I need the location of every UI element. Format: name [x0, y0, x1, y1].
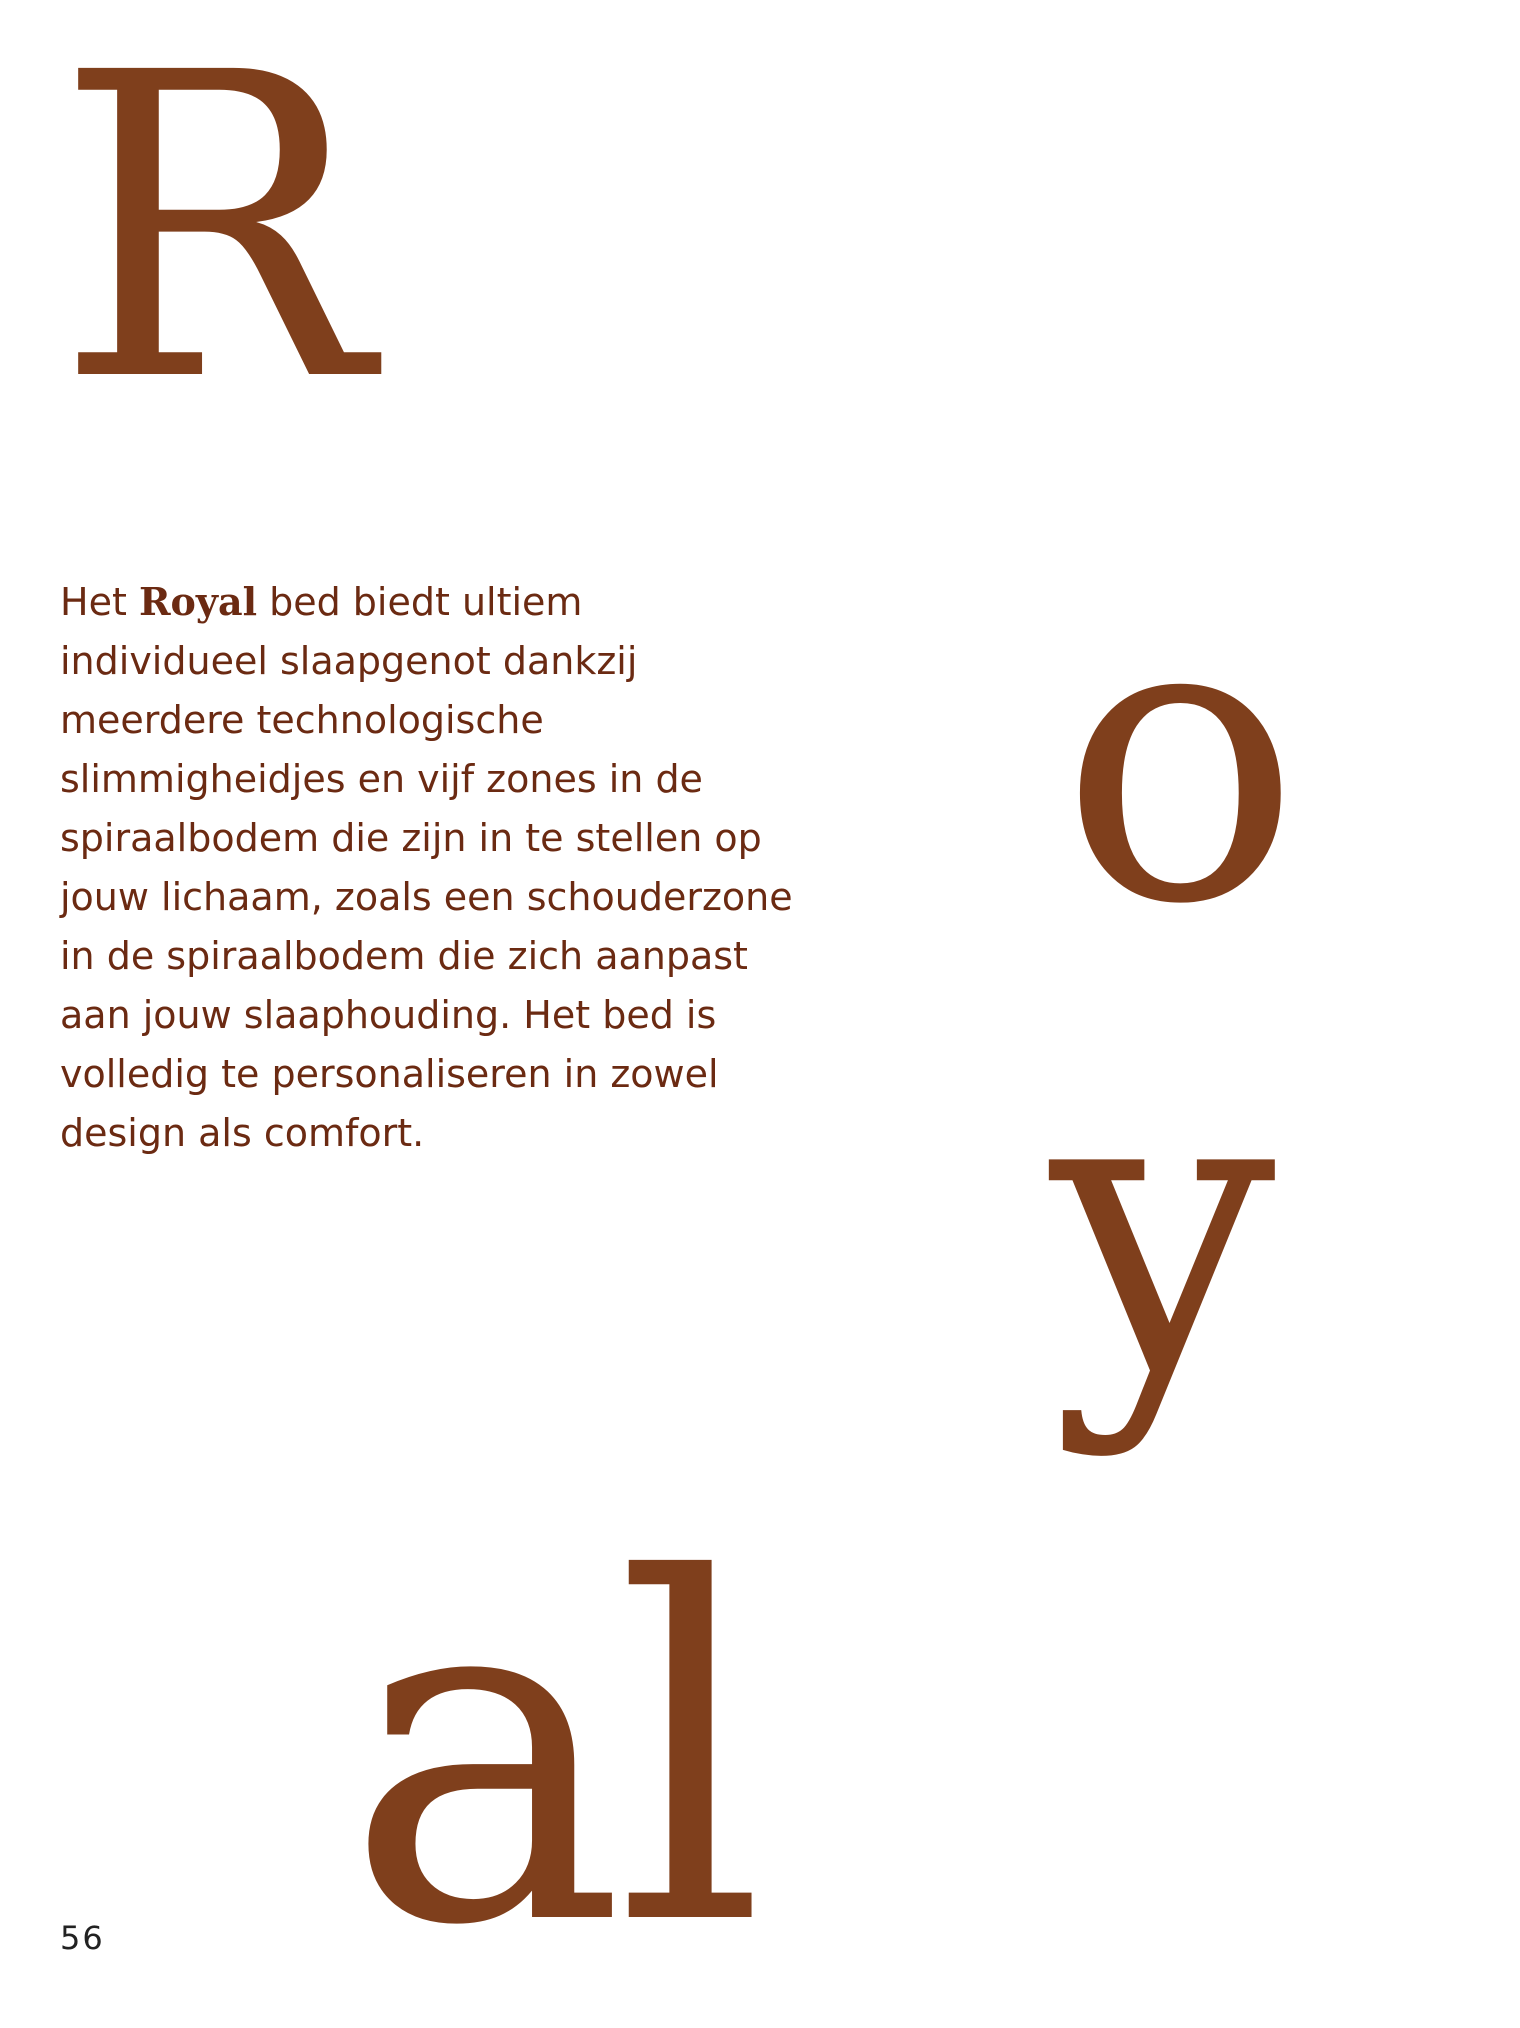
brand-name: Royal — [138, 579, 258, 624]
decorative-letter-o: o — [1060, 527, 1301, 992]
body-paragraph — [60, 572, 800, 1163]
paragraph-rest: bed biedt ultiem individueel slaapgenot dankzij meerdere technologische slimmigheidjes en vijf zones in de spiraalbodem die zijn in te stellen op jouw lichaam, zoals een schouderzone in de spiraalbodem die zich aanpast aan jouw slaaphouding. Het bed is volledig te personaliseren in zowel design als comfort. — [60, 580, 793, 1155]
decorative-letter-y: y — [1050, 997, 1276, 1462]
paragraph-intro: Het — [60, 580, 139, 624]
decorative-letter-r: R — [55, 0, 372, 474]
page-number: 56 — [60, 1919, 105, 1957]
decorative-letters-al: al — [345, 1481, 756, 2028]
